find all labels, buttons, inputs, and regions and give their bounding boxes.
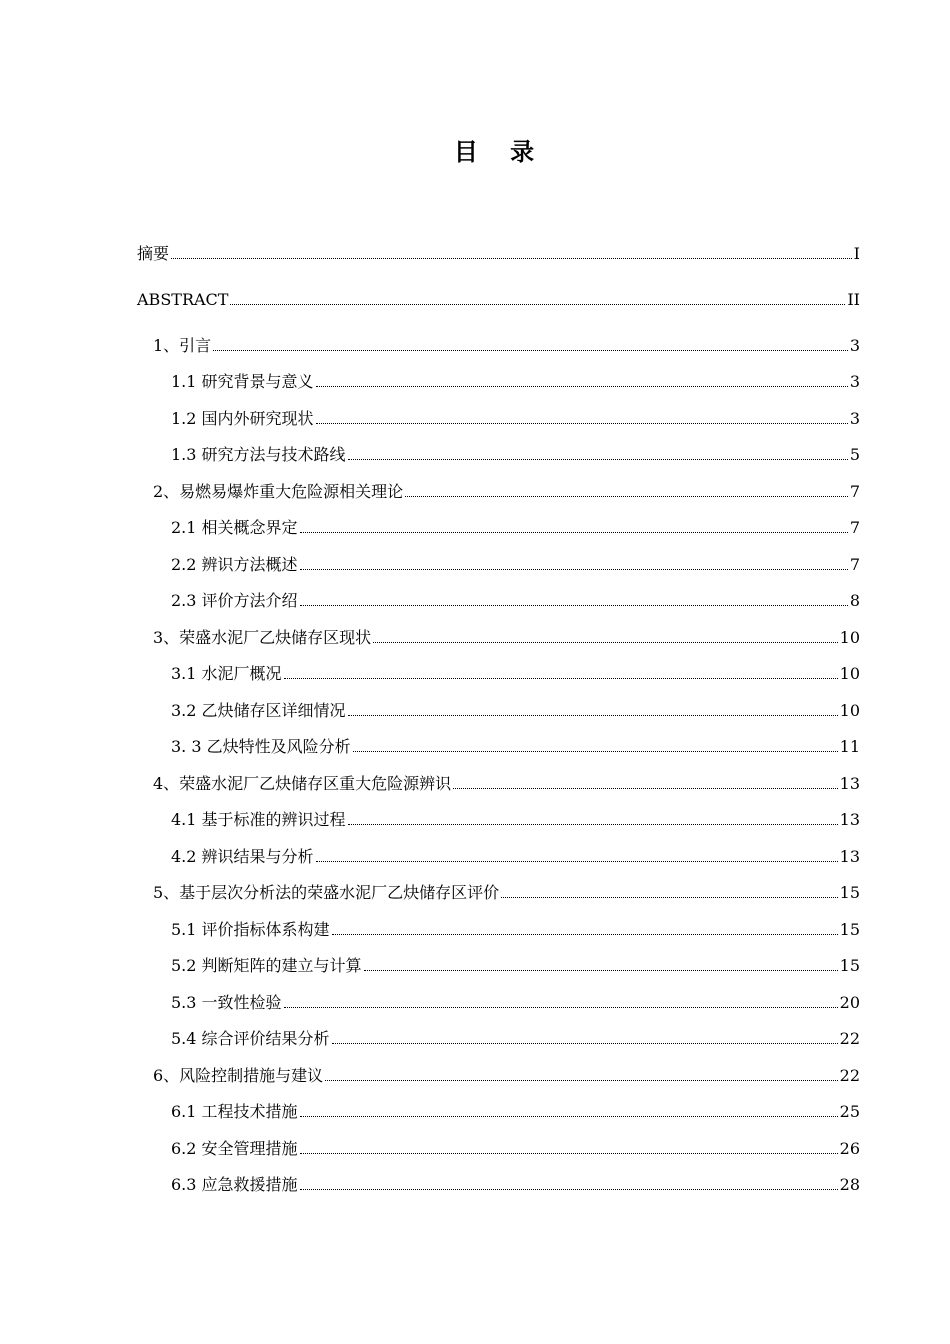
dot-leader: [332, 1042, 838, 1044]
toc-entry-1-3[interactable]: [137, 441, 860, 465]
toc-entry-label: 6.2 安全管理措施: [171, 1139, 298, 1158]
toc-entry-label: 5.4 综合评价结果分析: [171, 1029, 330, 1048]
toc-entry-label: 1.3 研究方法与技术路线: [171, 445, 346, 464]
toc-entry-page: 26: [839, 1139, 860, 1158]
toc-entry-page: 10: [839, 664, 860, 683]
toc-entry-6-2[interactable]: [137, 1135, 860, 1159]
dot-leader: [316, 385, 848, 387]
toc-entry-label: 6.3 应急救援措施: [171, 1175, 298, 1194]
toc-entry-page: 13: [839, 810, 860, 829]
dot-leader: [348, 714, 838, 716]
toc-entry-page: 10: [839, 628, 860, 647]
toc-entry-page: 20: [839, 993, 860, 1012]
toc-entry-label: 3. 3 乙炔特性及风险分析: [171, 737, 351, 756]
toc-entry-page: 28: [839, 1175, 860, 1194]
toc-entry-chapter-5[interactable]: [137, 879, 860, 903]
dot-leader: [300, 604, 848, 606]
toc-entry-5-1[interactable]: [137, 916, 860, 940]
toc-entry-label: 3.1 水泥厂概况: [171, 664, 282, 683]
toc-entry-label: 2.3 评价方法介绍: [171, 591, 298, 610]
dot-leader: [213, 349, 848, 351]
toc-entry-chapter-2[interactable]: [137, 478, 860, 502]
toc-entry-5-4[interactable]: [137, 1025, 860, 1049]
dot-leader: [284, 1006, 838, 1008]
toc-entry-2-2[interactable]: [137, 551, 860, 575]
toc-entry-chapter-6[interactable]: [137, 1062, 860, 1086]
dot-leader: [300, 1188, 838, 1190]
toc-entry-page: 15: [839, 956, 860, 975]
toc-entry-page: 11: [839, 737, 860, 756]
dot-leader: [325, 1079, 837, 1081]
toc-entry-label: 4.1 基于标准的辨识过程: [171, 810, 346, 829]
toc-entry-5-3[interactable]: [137, 989, 860, 1013]
dot-leader: [348, 458, 848, 460]
toc-entry-chapter-3[interactable]: [137, 624, 860, 648]
toc-entry-label: 3.2 乙炔储存区详细情况: [171, 701, 346, 720]
toc-entry-page: 7: [849, 518, 860, 537]
toc-entry-abstract-en[interactable]: [137, 286, 860, 310]
toc-entry-page: 3: [849, 409, 860, 428]
toc-entry-label: 4、荣盛水泥厂乙炔储存区重大危险源辨识: [153, 774, 452, 793]
toc-entry-label: 1.2 国内外研究现状: [171, 409, 314, 428]
toc-entry-6-1[interactable]: [137, 1098, 860, 1122]
toc-entry-page: 7: [849, 555, 860, 574]
toc-entry-page: 3: [849, 336, 860, 355]
dot-leader: [230, 303, 845, 305]
dot-leader: [300, 531, 848, 533]
toc-entry-page: 7: [849, 482, 860, 501]
toc-entry-page: 25: [839, 1102, 860, 1121]
toc-entry-4-2[interactable]: [137, 843, 860, 867]
toc-entry-2-1[interactable]: [137, 514, 860, 538]
dot-leader: [284, 677, 838, 679]
dot-leader: [300, 1115, 838, 1117]
toc-entry-5-2[interactable]: [137, 952, 860, 976]
dot-leader: [316, 860, 838, 862]
toc-entry-page: 13: [839, 774, 860, 793]
toc-entry-abstract-cn[interactable]: [137, 240, 860, 264]
toc-entry-label: 3、荣盛水泥厂乙炔储存区现状: [153, 628, 372, 647]
toc-entry-page: 10: [839, 701, 860, 720]
toc-entry-page: I: [853, 244, 860, 263]
dot-leader: [353, 750, 838, 752]
toc-entry-1-1[interactable]: [137, 368, 860, 392]
dot-leader: [348, 823, 838, 825]
toc-entry-page: 13: [839, 847, 860, 866]
toc-entry-page: 22: [839, 1066, 860, 1085]
toc-entry-label: 2.1 相关概念界定: [171, 518, 298, 537]
toc-entry-page: 3: [849, 372, 860, 391]
dot-leader: [373, 641, 837, 643]
toc-entry-page: 15: [839, 883, 860, 902]
toc-entry-3-2[interactable]: [137, 697, 860, 721]
dot-leader: [405, 495, 848, 497]
toc-entry-label: 6、风险控制措施与建议: [153, 1066, 324, 1085]
dot-leader: [501, 896, 837, 898]
toc-entry-1-2[interactable]: [137, 405, 860, 429]
toc-entry-4-1[interactable]: [137, 806, 860, 830]
toc-entry-label: 1、引言: [153, 336, 212, 355]
dot-leader: [300, 1152, 838, 1154]
dot-leader: [171, 257, 852, 259]
toc-entry-label: 摘要: [137, 244, 170, 263]
toc-entry-label: 5、基于层次分析法的荣盛水泥厂乙炔储存区评价: [153, 883, 500, 902]
dot-leader: [453, 787, 837, 789]
toc-entry-3-1[interactable]: [137, 660, 860, 684]
toc-entry-chapter-1[interactable]: [137, 332, 860, 356]
toc-entry-page: II: [847, 290, 860, 309]
dot-leader: [332, 933, 838, 935]
toc-entry-label: 1.1 研究背景与意义: [171, 372, 314, 391]
toc-entry-page: 15: [839, 920, 860, 939]
toc-entry-page: 22: [839, 1029, 860, 1048]
toc-entry-label: 6.1 工程技术措施: [171, 1102, 298, 1121]
toc-entry-3-3[interactable]: [137, 733, 860, 757]
toc-entry-page: 8: [849, 591, 860, 610]
dot-leader: [300, 568, 848, 570]
dot-leader: [364, 969, 838, 971]
dot-leader: [316, 422, 848, 424]
toc-entry-label: 2.2 辨识方法概述: [171, 555, 298, 574]
toc-entry-label: 4.2 辨识结果与分析: [171, 847, 314, 866]
toc-entry-6-3[interactable]: [137, 1171, 860, 1195]
toc-entry-label: 5.2 判断矩阵的建立与计算: [171, 956, 362, 975]
toc-entry-label: ABSTRACT: [137, 290, 229, 309]
toc-entry-2-3[interactable]: [137, 587, 860, 611]
page-title: 目 录: [453, 138, 547, 166]
toc-entry-page: 5: [849, 445, 860, 464]
toc-entry-label: 5.3 一致性检验: [171, 993, 282, 1012]
toc-entry-label: 2、易燃易爆炸重大危险源相关理论: [153, 482, 404, 501]
toc-entry-chapter-4[interactable]: [137, 770, 860, 794]
toc-entry-label: 5.1 评价指标体系构建: [171, 920, 330, 939]
